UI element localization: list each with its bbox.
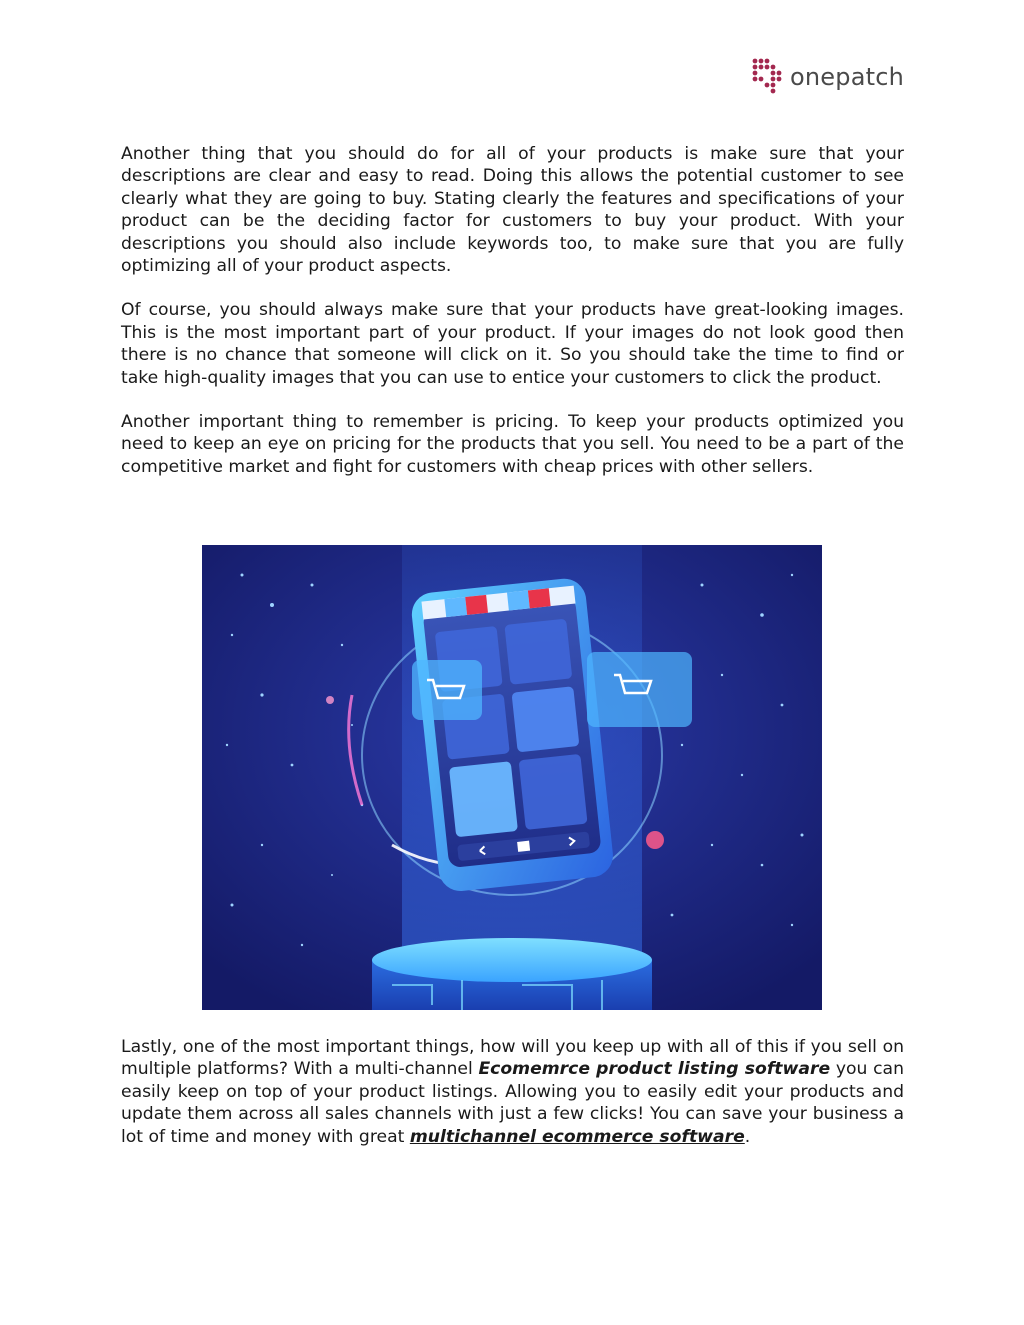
pink-orb — [646, 831, 664, 849]
dot-grid-icon — [752, 58, 786, 96]
mobile-shop-hologram-illustration — [202, 545, 822, 1010]
phone-illustration — [410, 577, 615, 894]
floating-card-right — [587, 652, 692, 727]
brand-name: onepatch — [790, 63, 905, 91]
paragraph-descriptions: Another thing that you should do for all of your products is make sure that your descriptions are clear and easy to read. Doing this allows the potential customer to see clearly what they are going to buy. Stating clearly the features and specifications of your product can be the deciding factor for customers to buy your product. With your descriptions you should also include keywords too, to make sure that you are fully optimizing all of your product aspects. — [121, 144, 904, 277]
body-text — [121, 143, 904, 478]
floating-card-left — [412, 660, 482, 720]
multichannel-software-link[interactable]: multichannel ecommerce software — [409, 1126, 745, 1147]
onepatch-logo — [752, 58, 904, 96]
paragraph-images: Of course, you should always make sure that your products have great-looking images. This is the most important part of your product. If your images do not look good then there is no chance that someone will click on it. So you should take the time to find or take high-quality images that you can use to entice your customers to click the product. — [121, 300, 904, 388]
pedestal — [372, 938, 652, 1010]
p4-text-2: you can easily keep on top of your product listings. Allowing you to easily edit your products and update them across all sales channels with just a few clicks! You can save your business a lot of time and money with great — [121, 1059, 904, 1147]
p4-text-3: . — [744, 1126, 751, 1147]
product-listing-emphasis: Ecomemrce product listing software — [478, 1059, 831, 1080]
p4-text-1: Lastly, one of the most important things, how will you keep up with all of this if you sell on multiple platforms? With a multi-channel — [121, 1037, 904, 1080]
paragraph-pricing: Another important thing to remember is pricing. To keep your products optimized you need to keep an eye on pricing for the products that you sell. You need to be a part of the competitive market and fight for customers with cheap prices with other sellers. — [121, 412, 904, 477]
paragraph-multichannel — [121, 1036, 904, 1148]
